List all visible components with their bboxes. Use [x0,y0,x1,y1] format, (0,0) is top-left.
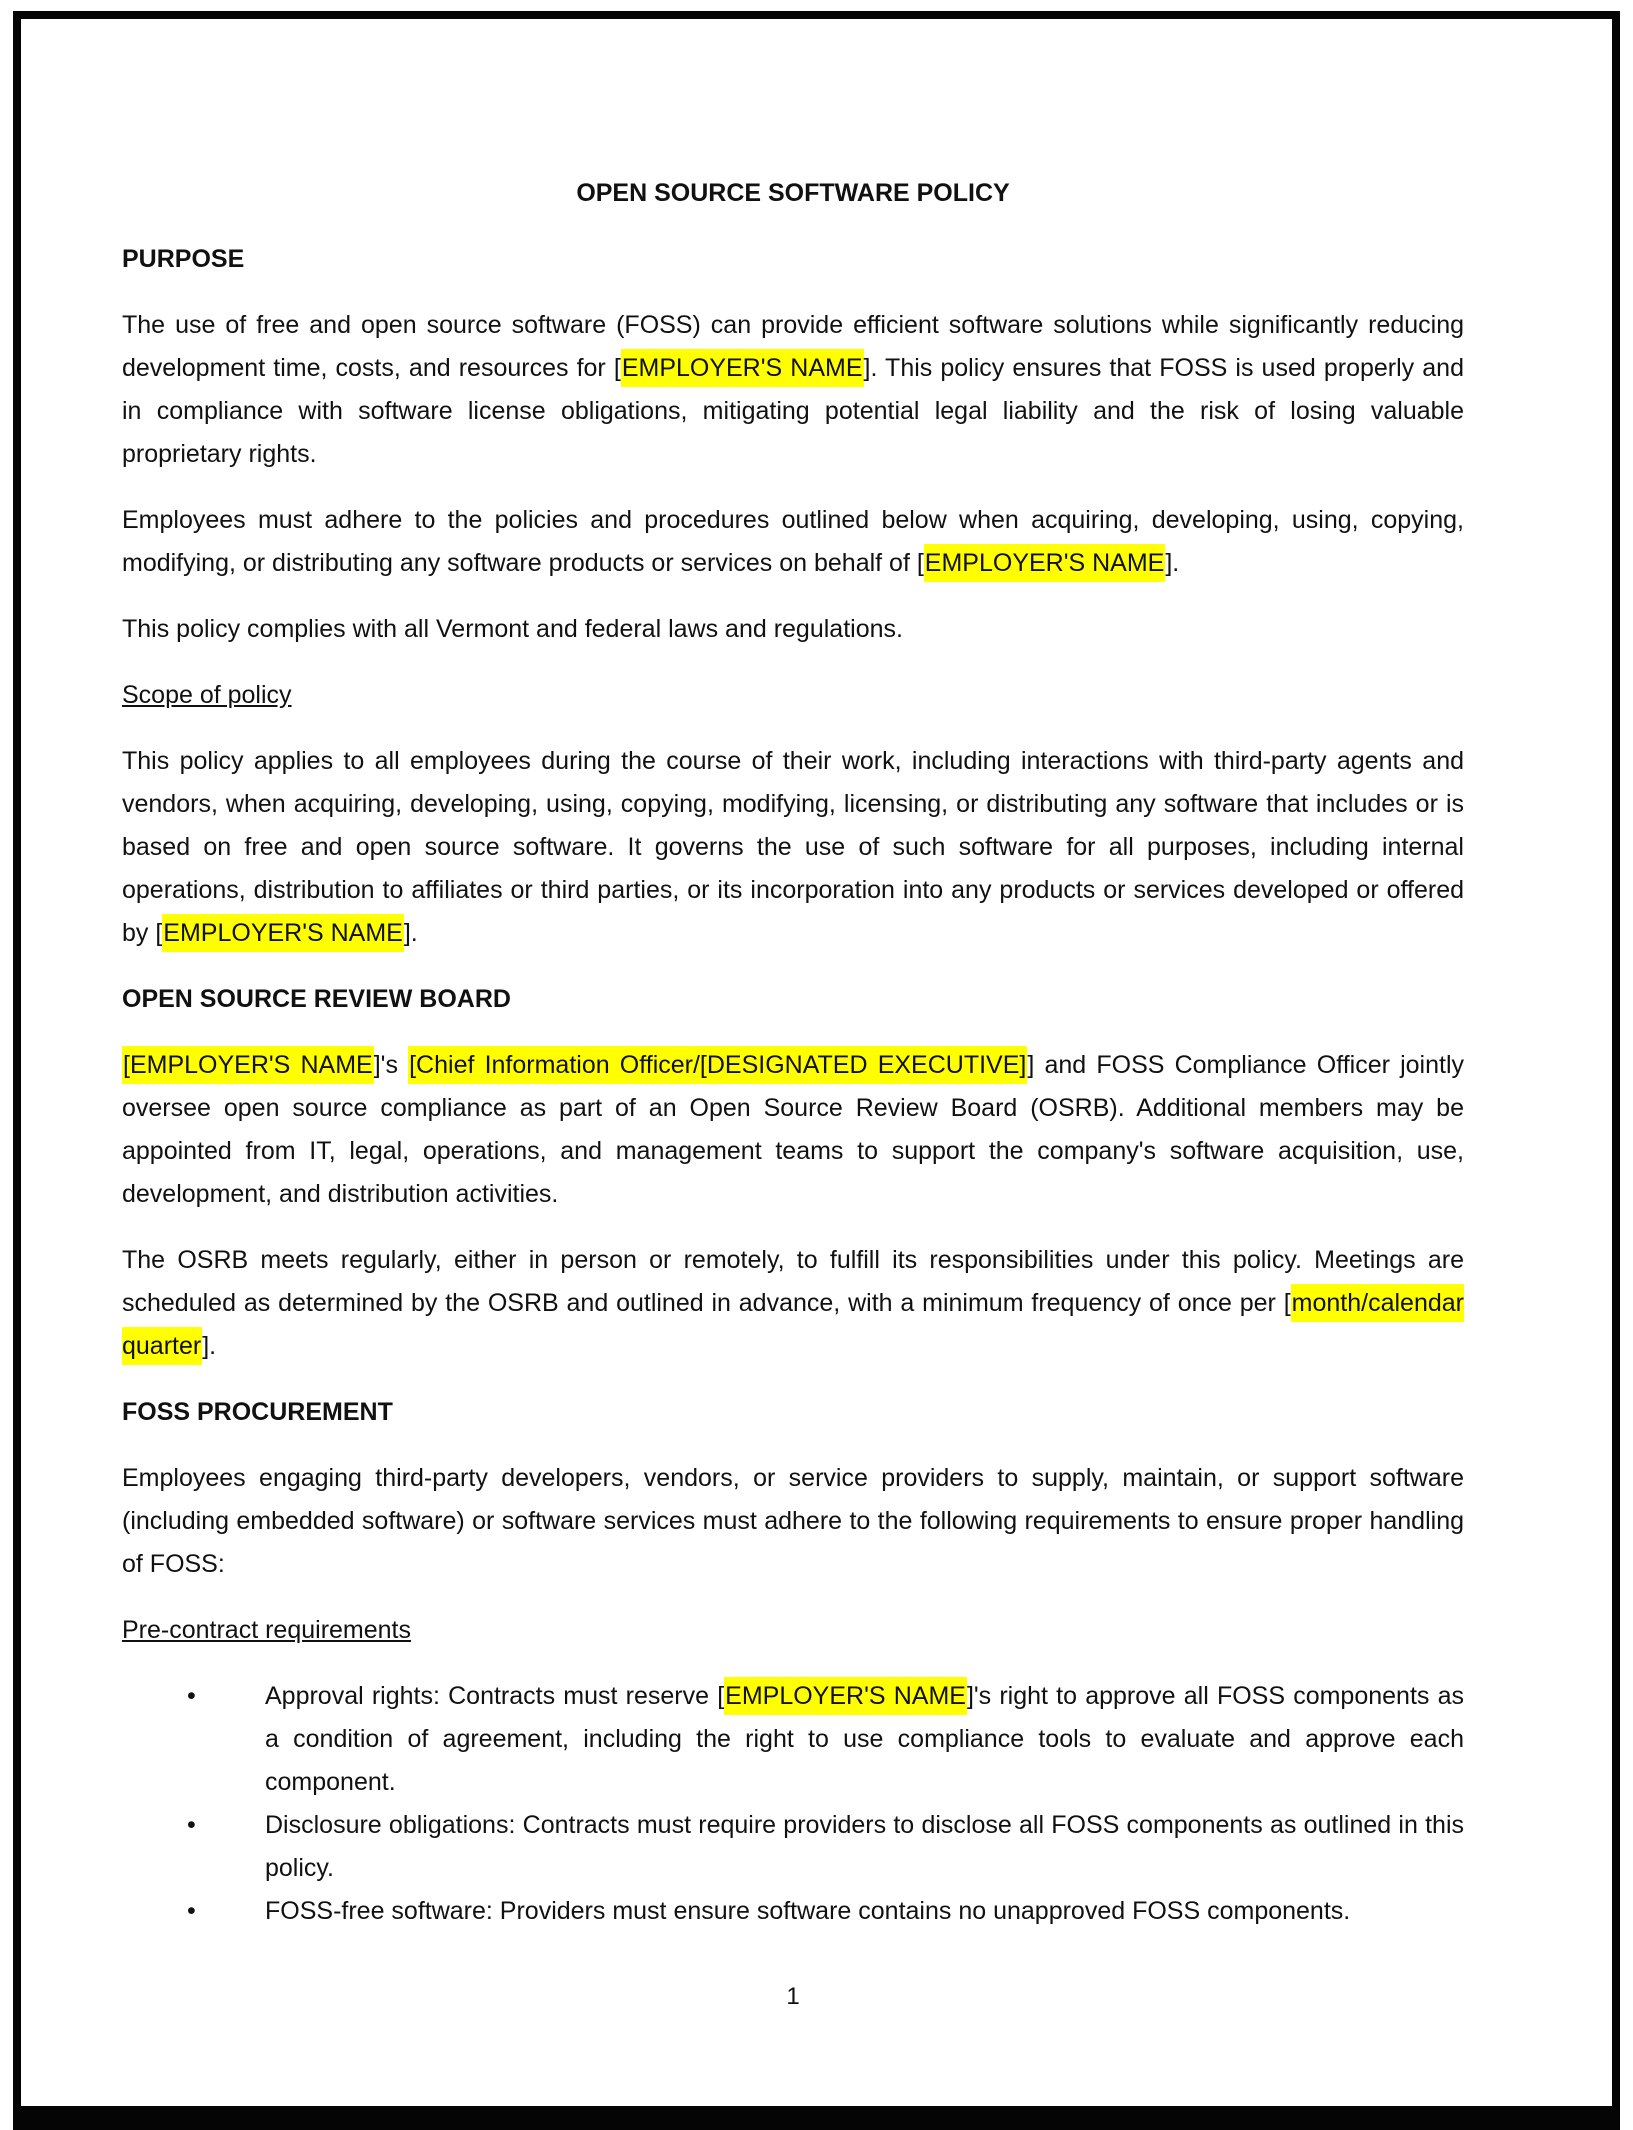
text-run: ] and FOSS Compliance Officer jointly oversee open source compliance as part of an Open Source Review Board (OSRB). Additional members may be appointed from IT, legal, operations, and management teams to support the company's software acquisition, use, development, and distribution activities. [122,1051,1464,1208]
text-run: The use of free and open source software (FOSS) can provide efficient software solutions while significantly reducing development time, costs, and resources for [ [122,311,1464,382]
text-run: ]'s right to approve all FOSS components as a condition of agreement, including the right to use compliance tools to evaluate and approve each component. [265,1682,1464,1796]
text-run: ]. This policy ensures that FOSS is used properly and in compliance with software license obligations, mitigating potential legal liability and the risk of losing valuable proprietary rights. [122,354,1464,468]
paragraph-purpose-1 [122,304,1464,476]
highlight-employer-name: [EMPLOYER'S NAME [122,1046,374,1084]
highlight-designated-executive: [Chief Information Officer/[DESIGNATED EXECUTIVE] [408,1046,1027,1084]
highlight-employer-name: EMPLOYER'S NAME [162,914,404,952]
highlight-employer-name: EMPLOYER'S NAME [724,1677,967,1715]
bullet-approval-rights [265,1675,1464,1804]
subheading-pre-contract-requirements: Pre-contract requirements [122,1616,412,1644]
bullet-disclosure-obligations: • Disclosure obligations: Contracts must require providers to disclose all FOSS components as outlined in this policy. [265,1804,1464,1890]
paragraph-procurement: Employees engaging third-party developers, vendors, or service providers to supply, maintain, or support software (including embedded software) or software services must adhere to the following requirements to ensure proper handling of FOSS: [122,1464,1464,1578]
paragraph-review-board-2 [122,1239,1464,1368]
subheading-scope-of-policy: Scope of policy [122,681,292,709]
bullet-foss-free-software: • FOSS-free software: Providers must ensure software contains no unapproved FOSS components. [265,1890,1464,1933]
highlight-employer-name: EMPLOYER'S NAME [924,544,1166,582]
text-run: This policy applies to all employees during the course of their work, including interactions with third-party agents and vendors, when acquiring, developing, using, copying, modifying, licensing, or distributing any software that includes or is based on free and open source software. It governs the use of such software for all purposes, including internal operations, distribution to affiliates or third parties, or its incorporation into any products or services developed or offered by [ [122,747,1464,947]
heading-purpose: PURPOSE [122,245,245,273]
text-run: Employees must adhere to the policies and procedures outlined below when acquiring, developing, using, copying, modifying, or distributing any software products or services on behalf of [ [122,506,1464,577]
paragraph-compliance: This policy complies with all Vermont and federal laws and regulations. [122,615,903,643]
highlight-employer-name: EMPLOYER'S NAME [621,349,864,387]
paragraph-scope [122,740,1464,955]
text-run: ]'s [373,1051,409,1079]
text-run: The OSRB meets regularly, either in person or remotely, to fulfill its responsibilities under this policy. Meetings are scheduled as determined by the OSRB and outlined in advance, with a minimum frequency of once per [ [122,1246,1464,1317]
paragraph-purpose-2 [122,499,1464,585]
document-content [122,0,1464,2018]
heading-foss-procurement: FOSS PROCUREMENT [122,1398,393,1426]
document-title: OPEN SOURCE SOFTWARE POLICY [576,179,1010,207]
text-run: ]. [1165,549,1180,577]
paragraph-review-board-1 [122,1044,1464,1216]
page-number: 1 [786,1983,800,2010]
text-run: ]. [403,919,418,947]
text-run: Approval rights: Contracts must reserve [ [265,1682,725,1710]
pre-contract-bullet-list [122,1675,1464,1933]
text-run: ]. [202,1332,217,1360]
highlight-meeting-frequency: month/calendar quarter [122,1284,1464,1365]
heading-open-source-review-board: OPEN SOURCE REVIEW BOARD [122,985,511,1013]
